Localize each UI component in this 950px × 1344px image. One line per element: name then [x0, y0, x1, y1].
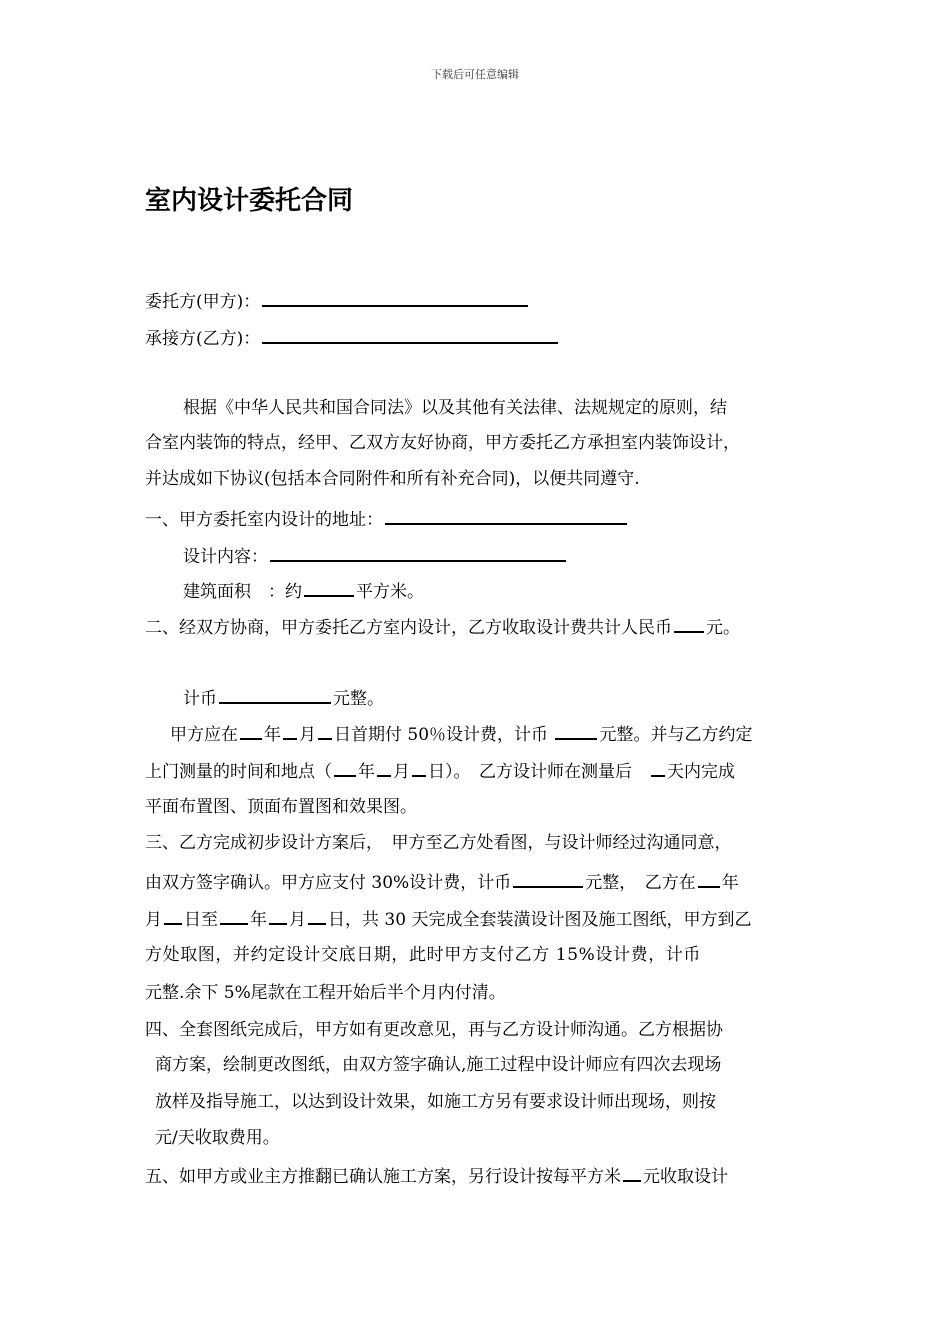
section1-content: 设计内容：: [183, 543, 568, 569]
blank[interactable]: [164, 906, 182, 925]
blank[interactable]: [283, 721, 297, 740]
page-title: 室内设计委托合同: [145, 186, 354, 216]
area-blank[interactable]: [304, 578, 354, 597]
section4-line-2: 商方案，绘制更改图纸，由双方签字确认,施工过程中设计师应有四次去现场: [155, 1055, 722, 1075]
section1-address: 一、甲方委托室内设计的地址：: [145, 506, 629, 532]
blank[interactable]: [334, 758, 356, 777]
fee-total-blank[interactable]: [674, 614, 704, 633]
section4-line-4: 元/天收取费用。: [155, 1128, 280, 1148]
blank[interactable]: [412, 758, 426, 777]
section2-line-4: 上门测量的时间和地点（ 年 月 日）。 乙方设计师在测量后 天内完成: [145, 758, 735, 784]
blank[interactable]: [220, 906, 248, 925]
intro-line-1: 根据《中华人民共和国合同法》以及其他有关法律、法规规定的原则，结: [183, 398, 727, 418]
blank[interactable]: [240, 721, 262, 740]
blank[interactable]: [377, 758, 391, 777]
fee-words-blank[interactable]: [219, 685, 331, 704]
party-b-label: 承接方(乙方)：: [145, 329, 261, 349]
blank[interactable]: [555, 721, 597, 740]
party-a-line: [145, 288, 530, 314]
section3-line-5: 元整.余下 5%尾款在工程开始后半个月内付清。: [145, 983, 506, 1003]
section2-line-1: 二、经双方协商，甲方委托乙方室内设计，乙方收取设计费共计人民币 元。: [145, 614, 740, 640]
section2-line-5: 平面布置图、顶面布置图和效果图。: [145, 797, 417, 817]
blank[interactable]: [651, 758, 665, 777]
content-blank[interactable]: [270, 543, 566, 562]
intro-line-2: 合室内装饰的特点，经甲、乙双方友好协商，甲方委托乙方承担室内装饰设计，: [145, 433, 740, 453]
party-a-blank[interactable]: [262, 288, 528, 307]
blank[interactable]: [513, 869, 583, 888]
blank[interactable]: [308, 906, 326, 925]
section3-line-3: 月 日至 年 月 日，共 30 天完成全套装潢设计图及施工图纸，甲方到乙: [145, 906, 751, 932]
blank[interactable]: [698, 869, 720, 888]
section3-line-1: 三、乙方完成初步设计方案后， 甲方至乙方处看图，与设计师经过沟通同意，: [145, 833, 732, 853]
intro-line-3: 并达成如下协议(包括本合同附件和所有补充合同)，以便共同遵守.: [145, 469, 640, 489]
blank[interactable]: [269, 906, 287, 925]
section2-line-2: 计币 元整。: [183, 685, 384, 711]
section3-line-2: 由双方签字确认。甲方应支付 30%设计费，计币 元整， 乙方在 年: [145, 869, 739, 895]
section4-line-3: 放样及指导施工，以达到设计效果，如施工方另有要求设计师出现场，则按: [155, 1092, 716, 1112]
section1-area: 建筑面积 ：约 平方米。: [183, 578, 424, 604]
per-sqm-blank[interactable]: [623, 1163, 641, 1182]
party-a-label: 委托方(甲方)：: [145, 292, 261, 312]
section3-line-4: 方处取图，并约定设计交底日期，此时甲方支付乙方 15%设计费，计币: [145, 945, 701, 965]
party-b-blank[interactable]: [262, 325, 558, 344]
section2-line-3: 甲方应在 年 月 日首期付 50％设计费，计币 元整。并与乙方约定: [170, 721, 752, 747]
page-header: 下载后可任意编辑: [431, 68, 519, 81]
party-b-line: [145, 325, 560, 351]
blank[interactable]: [318, 721, 332, 740]
section4-line-1: 四、全套图纸完成后，甲方如有更改意见，再与乙方设计师沟通。乙方根据协: [145, 1020, 723, 1040]
section5-line-1: 五、如甲方或业主方推翻已确认施工方案，另行设计按每平方米 元收取设计: [145, 1163, 728, 1189]
address-blank[interactable]: [385, 506, 627, 525]
